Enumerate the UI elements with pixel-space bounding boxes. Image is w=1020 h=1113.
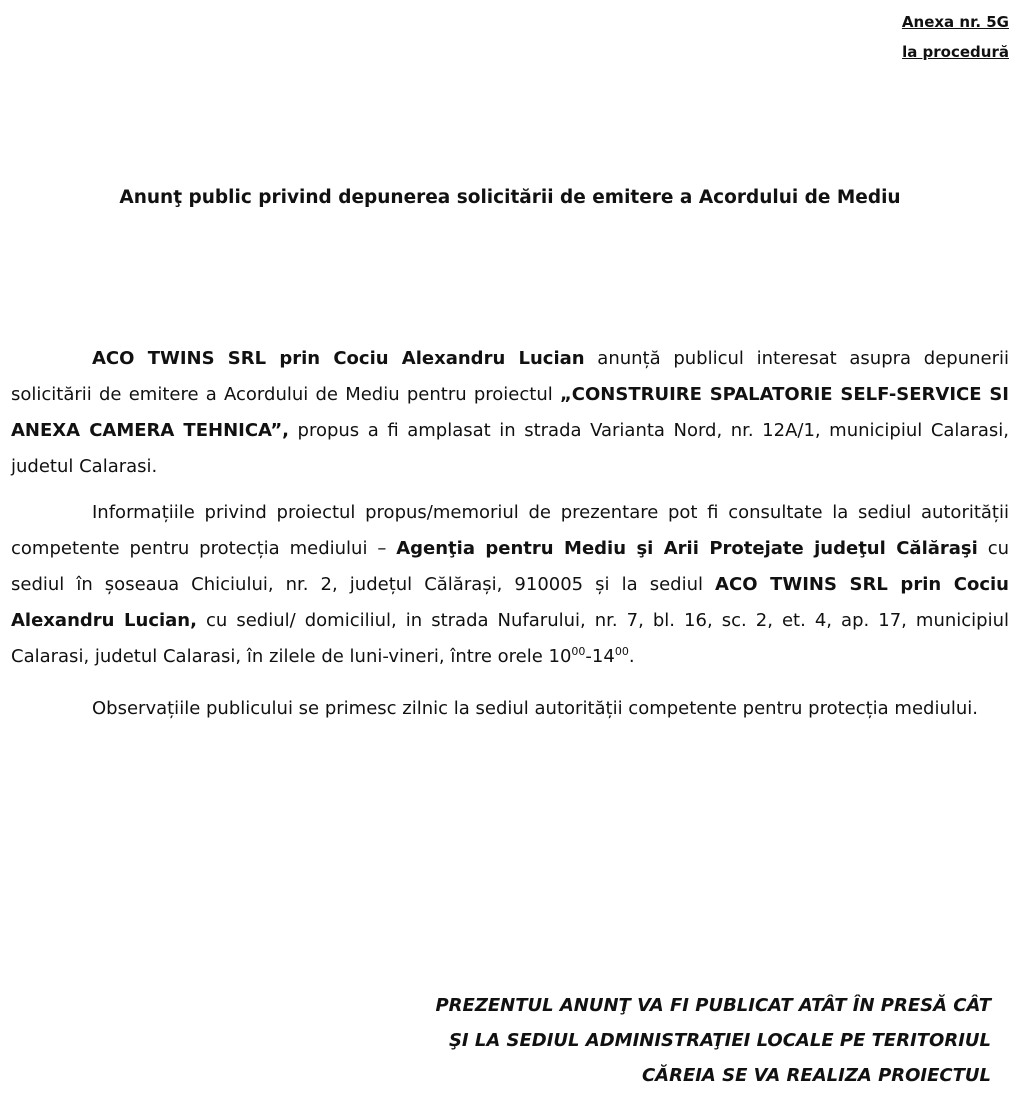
consultation-text: Informațiile privind proiectul propus/memoriul de prezentare pot fi consultate la sediul autorității competente pentru protecția mediului – [11, 502, 1009, 559]
annex-number: Anexa nr. 5G [901, 13, 1009, 31]
paragraph-announcement [11, 341, 1009, 485]
paragraph-observations: Observațiile publicului se primesc zilnic la sediul autorității competente pentru protecția mediului. [92, 698, 978, 719]
publication-notice [435, 988, 991, 1093]
document-title: Anunţ public privind depunerea solicitării de emitere a Acordului de Mediu [119, 187, 901, 208]
notice-line-3: CĂREIA SE VA REALIZA PROIECTUL [641, 1065, 991, 1086]
notice-line-2: ŞI LA SEDIUL ADMINISTRAŢIEI LOCALE PE TERITORIUL [448, 1030, 991, 1051]
agency-address: cu sediul în șoseaua Chiciului, nr. 2, județul Călărași, 910005 și la sediul [11, 538, 1009, 595]
agency-name: Agenţia pentru Mediu şi Arii Protejate judeţul Călăraşi [396, 538, 978, 559]
paragraph-consultation [11, 495, 1009, 675]
hour-end-minutes: 00 [614, 645, 629, 658]
project-location: propus a fi amplasat in strada Varianta Nord, nr. 12A/1, municipiul Calarasi, judetul Calarasi. [11, 420, 1009, 477]
project-name: „CONSTRUIRE SPALATORIE SELF-SERVICE SI ANEXA CAMERA TEHNICA”, [11, 384, 1009, 441]
company-name: ACO TWINS SRL prin Cociu Alexandru Lucian [92, 348, 585, 369]
company-name-2: ACO TWINS SRL prin Cociu Alexandru Lucian, [11, 574, 1010, 631]
document-body [11, 341, 1009, 727]
annex-procedure: la procedură [902, 43, 1009, 61]
company-address: cu sediul/ domiciliul, in strada Nufarului, nr. 7, bl. 16, sc. 2, et. 4, ap. 17, municipiul Calarasi, judetul Calarasi, în zilele de luni-vineri, între orele 10 [11, 610, 1009, 667]
paragraph-end: . [628, 646, 635, 667]
hour-start-minutes: 00 [571, 645, 586, 658]
notice-line-1: PREZENTUL ANUNŢ VA FI PUBLICAT ATÂT ÎN PRESĂ CÂT [435, 995, 991, 1016]
hour-end: -14 [585, 646, 615, 667]
annex-reference [902, 7, 1009, 67]
announcement-text: anunță publicul interesat asupra depunerii solicitării de emitere a Acordului de Mediu pentru proiectul [11, 348, 1009, 405]
